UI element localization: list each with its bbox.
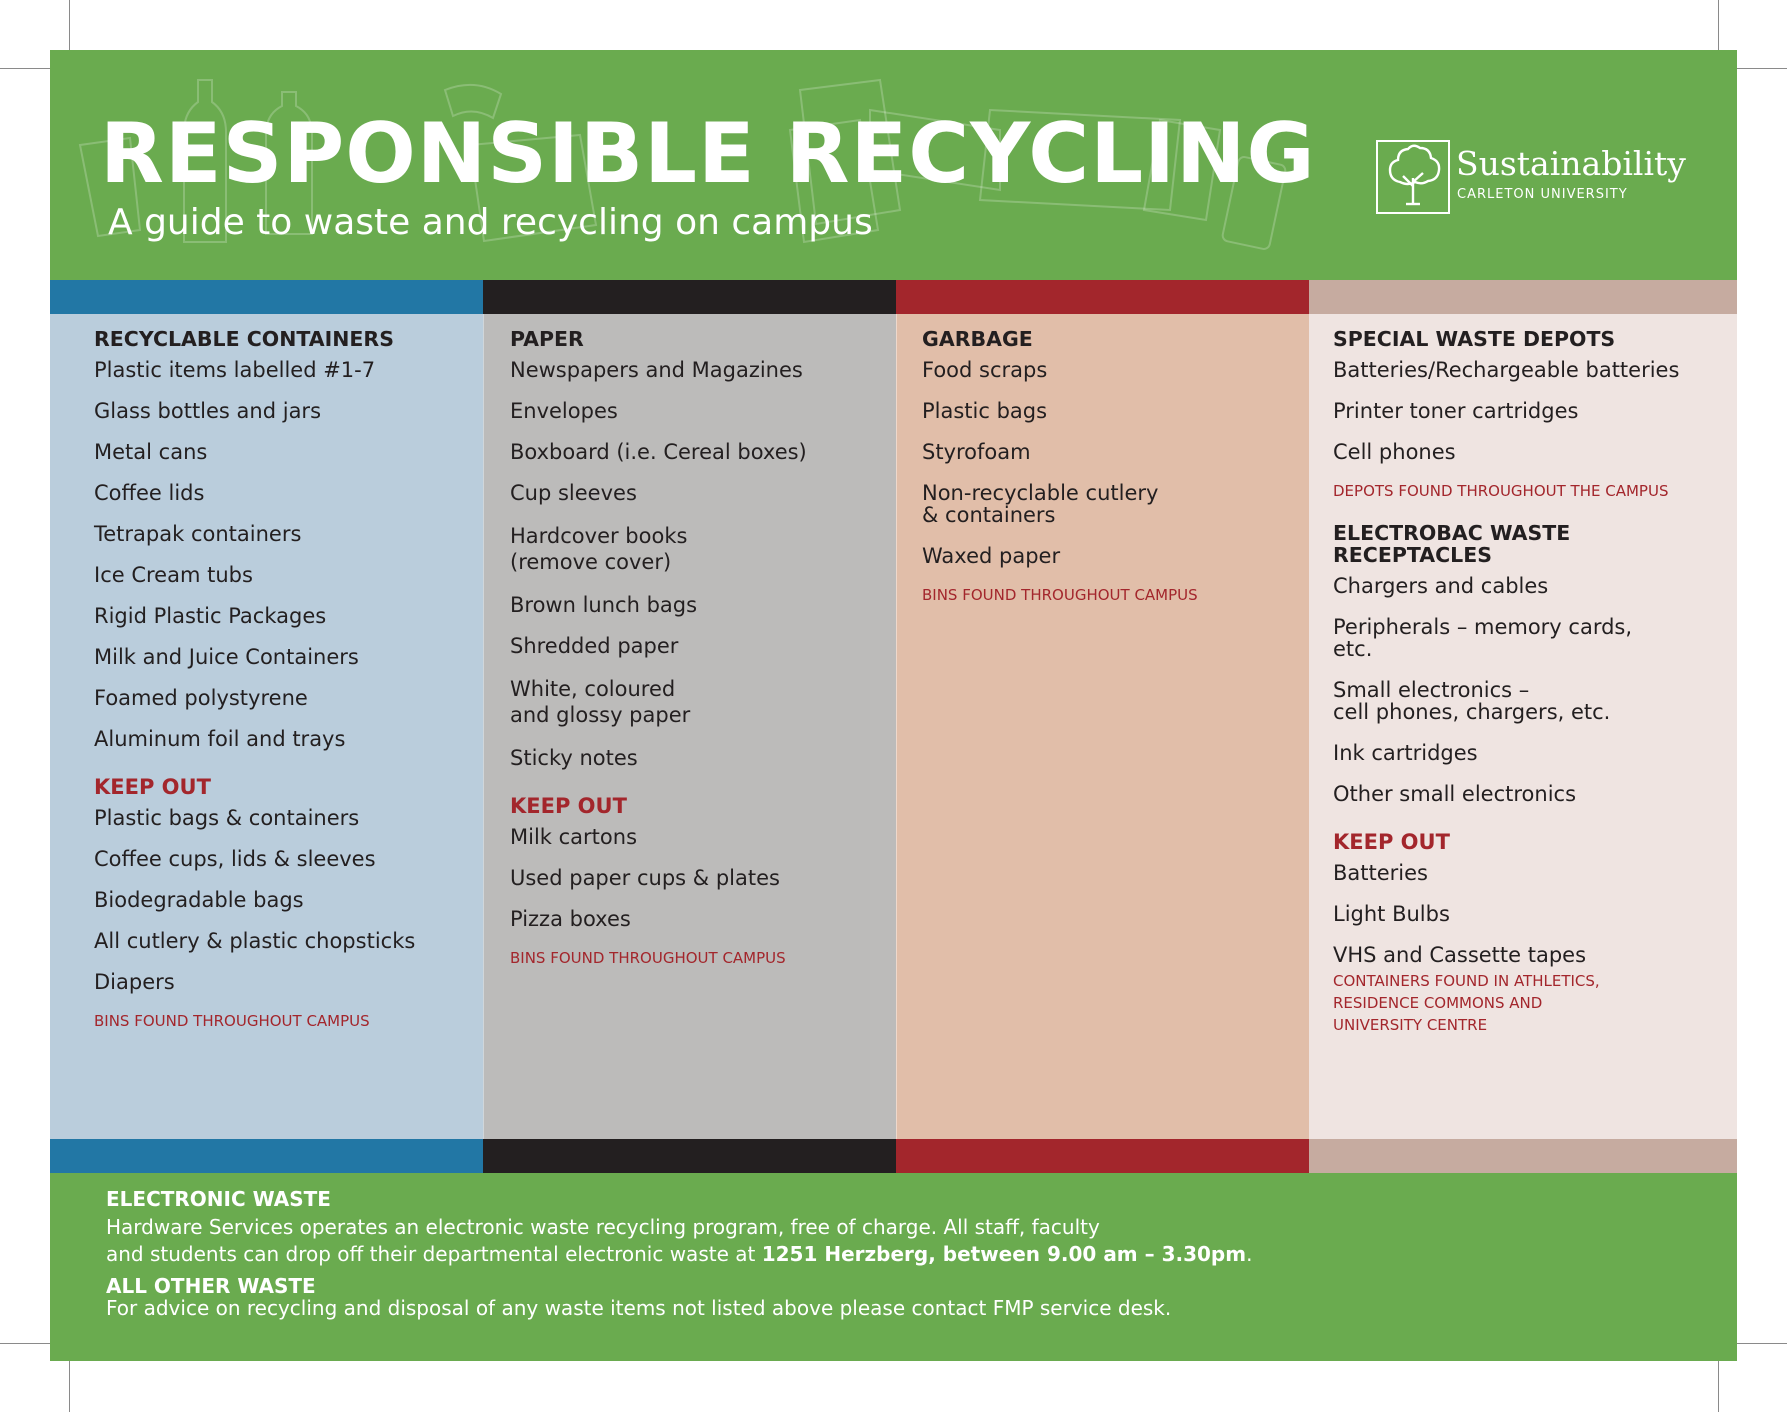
list-item: Peripherals – memory cards, etc. <box>1333 615 1633 661</box>
page-subtitle: A guide to waste and recycling on campus <box>108 202 873 243</box>
bin-location-note: BINS FOUND THROUGHOUT CAMPUS <box>922 586 1198 604</box>
crop-mark <box>69 1358 70 1412</box>
column-heading: PAPER <box>510 327 584 351</box>
list-item: Light Bulbs <box>1333 902 1450 926</box>
crop-mark <box>69 0 70 54</box>
list-item: Other small electronics <box>1333 782 1577 806</box>
list-item: VHS and Cassette tapes <box>1333 943 1587 967</box>
list-item: Cell phones <box>1333 440 1456 464</box>
list-item: Metal cans <box>94 440 208 464</box>
list-item: White, coloured and glossy paper <box>510 677 691 727</box>
list-item: Batteries/Rechargeable batteries <box>1333 358 1680 382</box>
band-containers <box>50 1139 483 1173</box>
page-title: RESPONSIBLE RECYCLING <box>100 105 1316 202</box>
keep-out-heading: KEEP OUT <box>1333 830 1450 854</box>
crop-mark <box>0 1343 54 1344</box>
electronic-waste-text <box>106 1214 1252 1268</box>
bin-location-note: BINS FOUND THROUGHOUT CAMPUS <box>510 949 786 967</box>
list-item: Tetrapak containers <box>94 522 302 546</box>
list-item: Foamed polystyrene <box>94 686 308 710</box>
accepted-list <box>94 359 483 750</box>
crop-mark <box>1718 1358 1719 1412</box>
crop-mark <box>0 68 54 69</box>
band-garbage <box>896 280 1309 314</box>
band-paper <box>483 280 896 314</box>
list-item: Sticky notes <box>510 746 638 770</box>
drop-off-location: 1251 Herzberg, between 9.00 am – 3.30pm <box>761 1242 1247 1266</box>
list-item: Boxboard (i.e. Cereal boxes) <box>510 440 807 464</box>
accepted-list <box>510 359 896 769</box>
list-item: Food scraps <box>922 358 1048 382</box>
crop-mark <box>1733 1343 1787 1344</box>
electronic-waste-line-2: and students can drop off their departmental electronic waste at <box>106 1242 762 1266</box>
logo-name: Sustainability <box>1456 144 1686 183</box>
accepted-list <box>922 359 1309 567</box>
footer-banner <box>50 1173 1737 1361</box>
color-band-bottom <box>50 1139 1737 1173</box>
column-recyclable-containers <box>50 314 483 1139</box>
band-garbage <box>896 1139 1309 1173</box>
list-item: Waxed paper <box>922 544 1061 568</box>
list-item: Rigid Plastic Packages <box>94 604 327 628</box>
list-item: Pizza boxes <box>510 907 631 931</box>
list-item: Plastic items labelled #1-7 <box>94 358 376 382</box>
accepted-list <box>1333 359 1737 463</box>
list-item: Milk and Juice Containers <box>94 645 359 669</box>
list-item: Plastic bags <box>922 399 1048 423</box>
band-containers <box>50 280 483 314</box>
list-item: Milk cartons <box>510 825 638 849</box>
other-waste-text: For advice on recycling and disposal of any waste items not listed above please contact FMP service desk. <box>106 1296 1172 1320</box>
recycling-poster <box>50 50 1737 1361</box>
column-heading: GARBAGE <box>922 327 1033 351</box>
list-item: Envelopes <box>510 399 618 423</box>
column-garbage <box>896 314 1309 1139</box>
list-item: Hardcover books (remove cover) <box>510 524 688 574</box>
keep-out-heading: KEEP OUT <box>510 794 627 818</box>
column-heading: SPECIAL WASTE DEPOTS <box>1333 327 1616 351</box>
list-item: Coffee cups, lids & sleeves <box>94 847 376 871</box>
list-item: Used paper cups & plates <box>510 866 780 890</box>
list-item: Glass bottles and jars <box>94 399 322 423</box>
other-waste-heading: ALL OTHER WASTE <box>106 1274 316 1298</box>
list-item: Brown lunch bags <box>510 593 698 617</box>
column-paper <box>483 314 896 1139</box>
list-item: Shredded paper <box>510 634 679 658</box>
band-special <box>1309 280 1737 314</box>
tree-icon <box>1376 140 1450 214</box>
category-columns <box>50 314 1737 1139</box>
list-item: Aluminum foil and trays <box>94 727 346 751</box>
column-special-waste <box>1309 314 1737 1139</box>
header-banner <box>50 50 1737 280</box>
container-location-note: CONTAINERS FOUND IN ATHLETICS, RESIDENCE COMMONS AND UNIVERSITY CENTRE <box>1333 972 1600 1034</box>
column-heading: RECYCLABLE CONTAINERS <box>94 327 394 351</box>
column-subheading: ELECTROBAC WASTE RECEPTACLES <box>1333 521 1571 567</box>
logo-subtitle: CARLETON UNIVERSITY <box>1457 187 1628 202</box>
list-item: Printer toner cartridges <box>1333 399 1579 423</box>
color-band-top <box>50 280 1737 314</box>
keep-out-list <box>94 807 483 993</box>
band-paper <box>483 1139 896 1173</box>
crop-mark <box>1733 68 1787 69</box>
bin-location-note: BINS FOUND THROUGHOUT CAMPUS <box>94 1012 370 1030</box>
list-item: Cup sleeves <box>510 481 637 505</box>
list-item: Coffee lids <box>94 481 205 505</box>
band-special <box>1309 1139 1737 1173</box>
list-item: Batteries <box>1333 861 1428 885</box>
keep-out-heading: KEEP OUT <box>94 775 211 799</box>
depot-location-note: DEPOTS FOUND THROUGHOUT THE CAMPUS <box>1333 482 1669 500</box>
list-item: Diapers <box>94 970 175 994</box>
list-item: Non-recyclable cutlery & containers <box>922 481 1159 527</box>
electronic-waste-line-1: Hardware Services operates an electronic waste recycling program, free of charge. All staff, faculty <box>106 1215 1100 1239</box>
list-item: Newspapers and Magazines <box>510 358 803 382</box>
list-item: Ink cartridges <box>1333 741 1478 765</box>
list-item: Styrofoam <box>922 440 1031 464</box>
list-item: All cutlery & plastic chopsticks <box>94 929 416 953</box>
keep-out-list <box>1333 862 1737 966</box>
list-item: Small electronics – cell phones, chargers, etc. <box>1333 678 1611 724</box>
sentence-end: . <box>1246 1242 1253 1266</box>
keep-out-list <box>510 826 896 930</box>
electronic-waste-heading: ELECTRONIC WASTE <box>106 1187 331 1211</box>
list-item: Chargers and cables <box>1333 574 1549 598</box>
crop-mark <box>1718 0 1719 54</box>
list-item: Ice Cream tubs <box>94 563 253 587</box>
list-item: Plastic bags & containers <box>94 806 360 830</box>
list-item: Biodegradable bags <box>94 888 304 912</box>
electrobac-list <box>1333 575 1737 805</box>
